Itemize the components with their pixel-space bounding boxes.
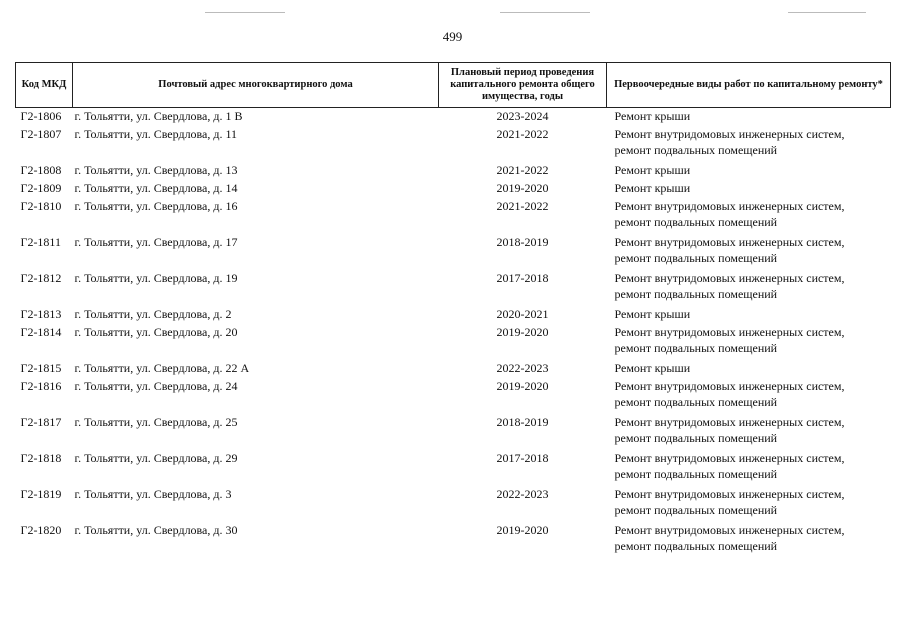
cell-period: 2022-2023 [496,361,549,375]
works-line: Ремонт внутридомовых инженерных систем, [614,415,845,429]
works-line: Ремонт внутридомовых инженерных систем, [614,487,845,501]
scan-artifact-line [500,12,590,13]
table-row [16,451,891,487]
cell-code: Г2-1816 [20,379,62,393]
table-row [16,379,891,415]
scan-artifact-line [205,12,285,13]
table-row [16,487,891,523]
cell-address: г. Тольятти, ул. Свердлова, д. 30 [74,523,238,537]
table-row [16,127,891,163]
cell-address: г. Тольятти, ул. Свердлова, д. 17 [74,235,238,249]
works-line: ремонт подвальных помещений [614,286,778,301]
cell-works [607,523,891,559]
cell-code: Г2-1806 [20,109,62,123]
works-line: ремонт подвальных помещений [614,340,778,355]
works-line: ремонт подвальных помещений [614,214,778,229]
works-line: Ремонт крыши [614,181,691,195]
cell-works [607,307,891,325]
cell-period: 2019-2020 [496,379,549,393]
cell-address: г. Тольятти, ул. Свердлова, д. 22 А [74,361,250,375]
table-row [16,523,891,559]
works-line: Ремонт внутридомовых инженерных систем, [614,199,845,213]
page-number: 499 [442,29,463,44]
table-row [16,108,891,128]
cell-works [607,415,891,451]
table-row [16,415,891,451]
cell-code: Г2-1809 [20,181,62,195]
works-line: ремонт подвальных помещений [614,142,778,157]
cell-works [607,487,891,523]
cell-address: г. Тольятти, ул. Свердлова, д. 3 [74,487,232,501]
table-row [16,271,891,307]
cell-period: 2021-2022 [496,127,549,141]
cell-works [607,451,891,487]
cell-code: Г2-1814 [20,325,62,339]
cell-period: 2017-2018 [496,271,549,285]
works-line: Ремонт крыши [614,307,691,321]
works-line: Ремонт крыши [614,361,691,375]
cell-code: Г2-1813 [20,307,62,321]
works-line: Ремонт внутридомовых инженерных систем, [614,523,845,537]
cell-works [607,325,891,361]
cell-code: Г2-1819 [20,487,62,501]
cell-works [607,235,891,271]
table-row [16,181,891,199]
table-row [16,307,891,325]
works-line: ремонт подвальных помещений [614,430,778,445]
cell-code: Г2-1818 [20,451,62,465]
cell-works [607,379,891,415]
cell-address: г. Тольятти, ул. Свердлова, д. 2 [74,307,232,321]
works-line: ремонт подвальных помещений [614,502,778,517]
cell-address: г. Тольятти, ул. Свердлова, д. 13 [74,163,238,177]
works-line: Ремонт крыши [614,163,691,177]
cell-address: г. Тольятти, ул. Свердлова, д. 29 [74,451,238,465]
table-row [16,235,891,271]
cell-works [607,163,891,181]
cell-code: Г2-1810 [20,199,62,213]
works-line: Ремонт внутридомовых инженерных систем, [614,271,845,285]
table-row [16,163,891,181]
cell-period: 2021-2022 [496,199,549,213]
header-code: Код МКД [16,63,73,108]
works-line: ремонт подвальных помещений [614,394,778,409]
cell-period: 2019-2020 [496,325,549,339]
cell-works [607,199,891,235]
cell-code: Г2-1817 [20,415,62,429]
cell-code: Г2-1812 [20,271,62,285]
cell-address: г. Тольятти, ул. Свердлова, д. 14 [74,181,238,195]
cell-code: Г2-1807 [20,127,62,141]
works-line: Ремонт внутридомовых инженерных систем, [614,127,845,141]
cell-period: 2019-2020 [496,523,549,537]
header-period: Плановый период проведения капитального ремонта общего имущества, годы [439,63,607,108]
cell-address: г. Тольятти, ул. Свердлова, д. 25 [74,415,238,429]
works-line: Ремонт внутридомовых инженерных систем, [614,451,845,465]
cell-works [607,108,891,128]
header-works: Первоочередные виды работ по капитальному ремонту* [607,63,891,108]
cell-code: Г2-1811 [20,235,61,249]
cell-period: 2021-2022 [496,163,549,177]
cell-address: г. Тольятти, ул. Свердлова, д. 24 [74,379,238,393]
cell-period: 2017-2018 [496,451,549,465]
cell-address: г. Тольятти, ул. Свердлова, д. 1 В [74,109,243,123]
cell-works [607,361,891,379]
cell-address: г. Тольятти, ул. Свердлова, д. 19 [74,271,238,285]
table-row [16,361,891,379]
cell-period: 2019-2020 [496,181,549,195]
works-line: Ремонт внутридомовых инженерных систем, [614,325,845,339]
cell-period: 2018-2019 [496,415,549,429]
cell-code: Г2-1820 [20,523,62,537]
works-line: ремонт подвальных помещений [614,466,778,481]
cell-period: 2020-2021 [496,307,549,321]
scan-artifacts [0,12,905,16]
works-line: ремонт подвальных помещений [614,250,778,265]
works-line: Ремонт внутридомовых инженерных систем, [614,379,845,393]
cell-period: 2022-2023 [496,487,549,501]
cell-period: 2018-2019 [496,235,549,249]
scan-artifact-line [788,12,866,13]
cell-code: Г2-1815 [20,361,62,375]
header-address: Почтовый адрес многоквартирного дома [73,63,439,108]
cell-code: Г2-1808 [20,163,62,177]
works-line: Ремонт крыши [614,109,691,123]
cell-address: г. Тольятти, ул. Свердлова, д. 11 [74,127,238,141]
cell-works [607,127,891,163]
works-line: ремонт подвальных помещений [614,538,778,553]
repair-schedule-table [15,62,891,559]
cell-address: г. Тольятти, ул. Свердлова, д. 20 [74,325,238,339]
table-row [16,199,891,235]
table-body [16,108,891,560]
table-header-row [16,63,891,108]
cell-address: г. Тольятти, ул. Свердлова, д. 16 [74,199,238,213]
works-line: Ремонт внутридомовых инженерных систем, [614,235,845,249]
table-row [16,325,891,361]
cell-works [607,181,891,199]
cell-works [607,271,891,307]
cell-period: 2023-2024 [496,109,549,123]
